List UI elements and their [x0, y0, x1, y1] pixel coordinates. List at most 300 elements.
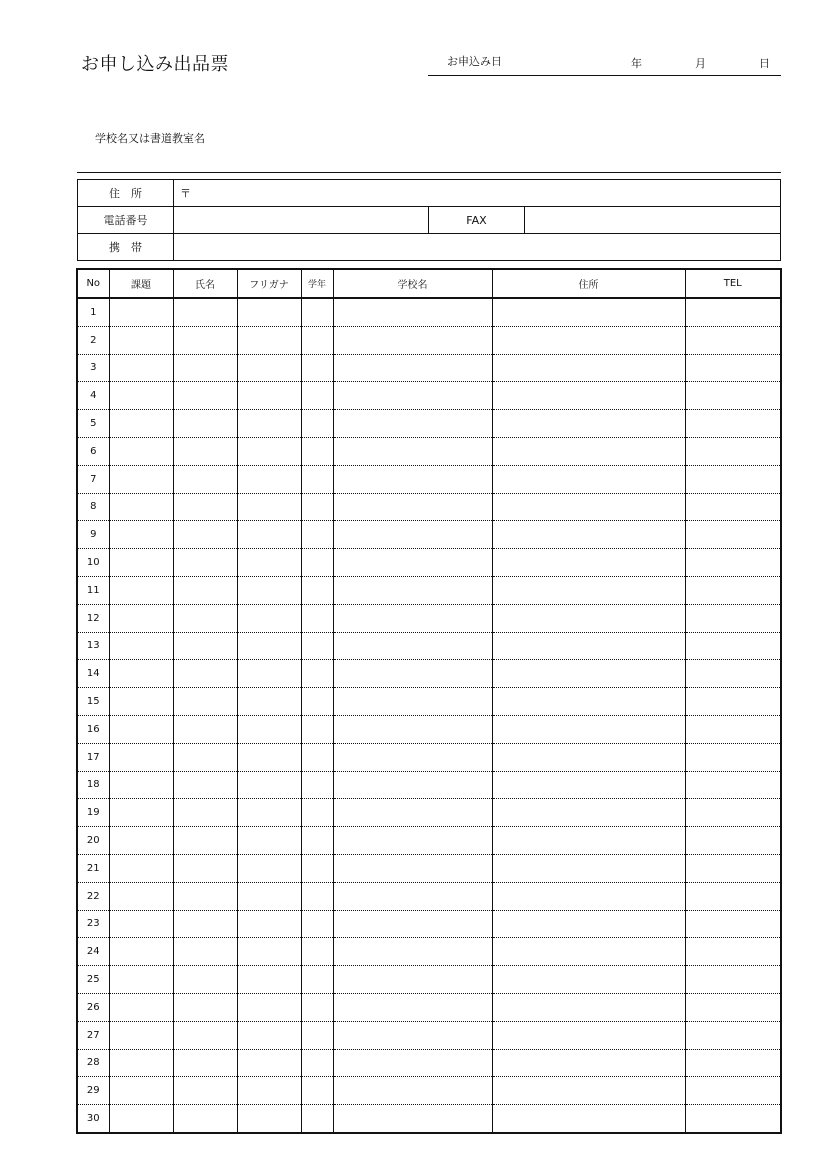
name-cell[interactable] — [173, 549, 237, 577]
tel-cell[interactable] — [685, 771, 781, 799]
name-cell[interactable] — [173, 382, 237, 410]
school-cell[interactable] — [333, 576, 492, 604]
date-underline — [428, 75, 781, 76]
address-cell[interactable] — [492, 298, 685, 326]
school-cell[interactable] — [333, 382, 492, 410]
furigana-cell[interactable] — [237, 493, 301, 521]
name-cell[interactable] — [173, 1105, 237, 1133]
grade-cell[interactable] — [301, 1049, 333, 1077]
name-cell[interactable] — [173, 743, 237, 771]
subject-cell[interactable] — [109, 910, 173, 938]
furigana-cell[interactable] — [237, 966, 301, 994]
address-cell[interactable] — [492, 410, 685, 438]
day-label: 日 — [759, 57, 770, 70]
row-number: 1 — [77, 298, 109, 326]
subject-cell[interactable] — [109, 966, 173, 994]
tel-cell[interactable] — [685, 1049, 781, 1077]
furigana-cell[interactable] — [237, 715, 301, 743]
table-row — [77, 799, 781, 827]
school-cell[interactable] — [333, 354, 492, 382]
address-cell[interactable] — [492, 660, 685, 688]
address-cell[interactable] — [492, 576, 685, 604]
school-cell[interactable] — [333, 1105, 492, 1133]
subject-cell[interactable] — [109, 465, 173, 493]
furigana-cell[interactable] — [237, 743, 301, 771]
tel-cell[interactable] — [685, 938, 781, 966]
row-number: 4 — [77, 382, 109, 410]
grade-cell[interactable] — [301, 1077, 333, 1105]
table-row — [77, 298, 781, 326]
col-header-subject: 課題 — [109, 269, 173, 298]
subject-cell[interactable] — [109, 1021, 173, 1049]
row-number: 22 — [77, 882, 109, 910]
subject-cell[interactable] — [109, 771, 173, 799]
school-cell[interactable] — [333, 882, 492, 910]
name-cell[interactable] — [173, 521, 237, 549]
tel-cell[interactable] — [685, 827, 781, 855]
mobile-field[interactable] — [174, 234, 781, 261]
furigana-cell[interactable] — [237, 604, 301, 632]
address-cell[interactable] — [492, 910, 685, 938]
month-label: 月 — [695, 57, 706, 70]
name-cell[interactable] — [173, 771, 237, 799]
tel-cell[interactable] — [685, 493, 781, 521]
table-row — [77, 771, 781, 799]
table-row — [77, 1105, 781, 1133]
row-number: 16 — [77, 715, 109, 743]
phone-field[interactable] — [174, 207, 429, 234]
row-number: 23 — [77, 910, 109, 938]
row-number: 29 — [77, 1077, 109, 1105]
school-name-field[interactable] — [77, 172, 781, 173]
table-row — [77, 604, 781, 632]
table-row — [77, 1021, 781, 1049]
tel-cell[interactable] — [685, 1021, 781, 1049]
furigana-cell[interactable] — [237, 382, 301, 410]
tel-cell[interactable] — [685, 521, 781, 549]
address-cell[interactable] — [492, 1077, 685, 1105]
school-cell[interactable] — [333, 854, 492, 882]
subject-cell[interactable] — [109, 660, 173, 688]
furigana-cell[interactable] — [237, 632, 301, 660]
subject-cell[interactable] — [109, 715, 173, 743]
furigana-cell[interactable] — [237, 1077, 301, 1105]
tel-cell[interactable] — [685, 326, 781, 354]
name-cell[interactable] — [173, 938, 237, 966]
subject-cell[interactable] — [109, 854, 173, 882]
school-cell[interactable] — [333, 688, 492, 716]
furigana-cell[interactable] — [237, 938, 301, 966]
furigana-cell[interactable] — [237, 326, 301, 354]
row-number: 27 — [77, 1021, 109, 1049]
subject-cell[interactable] — [109, 604, 173, 632]
row-number: 2 — [77, 326, 109, 354]
subject-cell[interactable] — [109, 688, 173, 716]
table-row — [77, 882, 781, 910]
subject-cell[interactable] — [109, 549, 173, 577]
subject-cell[interactable] — [109, 354, 173, 382]
name-cell[interactable] — [173, 632, 237, 660]
school-name-label: 学校名又は書道教室名 — [95, 132, 205, 145]
furigana-cell[interactable] — [237, 660, 301, 688]
furigana-cell[interactable] — [237, 910, 301, 938]
name-cell[interactable] — [173, 410, 237, 438]
grade-cell[interactable] — [301, 1021, 333, 1049]
school-cell[interactable] — [333, 993, 492, 1021]
row-number: 19 — [77, 799, 109, 827]
furigana-cell[interactable] — [237, 576, 301, 604]
subject-cell[interactable] — [109, 632, 173, 660]
furigana-cell[interactable] — [237, 410, 301, 438]
address-cell[interactable] — [492, 1105, 685, 1133]
entry-table-header — [77, 269, 781, 298]
row-number: 3 — [77, 354, 109, 382]
address-cell[interactable] — [492, 799, 685, 827]
year-label: 年 — [631, 57, 642, 70]
grade-cell[interactable] — [301, 743, 333, 771]
subject-cell[interactable] — [109, 743, 173, 771]
grade-cell[interactable] — [301, 688, 333, 716]
school-cell[interactable] — [333, 715, 492, 743]
grade-cell[interactable] — [301, 882, 333, 910]
grade-cell[interactable] — [301, 410, 333, 438]
subject-cell[interactable] — [109, 326, 173, 354]
grade-cell[interactable] — [301, 993, 333, 1021]
table-row — [77, 437, 781, 465]
school-cell[interactable] — [333, 493, 492, 521]
row-number: 20 — [77, 827, 109, 855]
grade-cell[interactable] — [301, 938, 333, 966]
tel-cell[interactable] — [685, 715, 781, 743]
tel-cell[interactable] — [685, 882, 781, 910]
mobile-label: 携 帯 — [78, 234, 174, 261]
table-row — [77, 938, 781, 966]
subject-cell[interactable] — [109, 882, 173, 910]
name-cell[interactable] — [173, 604, 237, 632]
col-header-grade: 学年 — [301, 269, 333, 298]
row-number: 8 — [77, 493, 109, 521]
tel-cell[interactable] — [685, 298, 781, 326]
subject-cell[interactable] — [109, 993, 173, 1021]
school-cell[interactable] — [333, 771, 492, 799]
name-cell[interactable] — [173, 1021, 237, 1049]
table-row — [77, 966, 781, 994]
tel-cell[interactable] — [685, 604, 781, 632]
postal-mark: 〒 — [180, 187, 191, 200]
grade-cell[interactable] — [301, 771, 333, 799]
name-cell[interactable] — [173, 993, 237, 1021]
name-cell[interactable] — [173, 854, 237, 882]
tel-cell[interactable] — [685, 576, 781, 604]
school-cell[interactable] — [333, 910, 492, 938]
table-row — [77, 549, 781, 577]
furigana-cell[interactable] — [237, 827, 301, 855]
subject-cell[interactable] — [109, 493, 173, 521]
col-header-address: 住所 — [492, 269, 685, 298]
phone-label: 電話番号 — [78, 207, 174, 234]
tel-cell[interactable] — [685, 993, 781, 1021]
furigana-cell[interactable] — [237, 1105, 301, 1133]
table-row — [77, 521, 781, 549]
school-cell[interactable] — [333, 966, 492, 994]
furigana-cell[interactable] — [237, 1021, 301, 1049]
row-number: 14 — [77, 660, 109, 688]
tel-cell[interactable] — [685, 688, 781, 716]
furigana-cell[interactable] — [237, 354, 301, 382]
grade-cell[interactable] — [301, 298, 333, 326]
tel-cell[interactable] — [685, 1105, 781, 1133]
name-cell[interactable] — [173, 799, 237, 827]
tel-cell[interactable] — [685, 632, 781, 660]
address-cell[interactable] — [492, 604, 685, 632]
name-cell[interactable] — [173, 1077, 237, 1105]
name-cell[interactable] — [173, 966, 237, 994]
subject-cell[interactable] — [109, 827, 173, 855]
tel-cell[interactable] — [685, 410, 781, 438]
table-row — [77, 576, 781, 604]
name-cell[interactable] — [173, 715, 237, 743]
tel-cell[interactable] — [685, 660, 781, 688]
furigana-cell[interactable] — [237, 1049, 301, 1077]
address-cell[interactable] — [492, 1049, 685, 1077]
table-row — [77, 326, 781, 354]
furigana-cell[interactable] — [237, 437, 301, 465]
grade-cell[interactable] — [301, 632, 333, 660]
subject-cell[interactable] — [109, 437, 173, 465]
fax-label: FAX — [429, 207, 525, 234]
row-number: 24 — [77, 938, 109, 966]
name-cell[interactable] — [173, 298, 237, 326]
name-cell[interactable] — [173, 437, 237, 465]
tel-cell[interactable] — [685, 437, 781, 465]
tel-cell[interactable] — [685, 966, 781, 994]
page-title: お申し込み出品票 — [81, 54, 229, 75]
address-cell[interactable] — [492, 354, 685, 382]
address-row — [78, 180, 781, 207]
address-cell[interactable] — [492, 966, 685, 994]
row-number: 30 — [77, 1105, 109, 1133]
name-cell[interactable] — [173, 465, 237, 493]
row-number: 7 — [77, 465, 109, 493]
furigana-cell[interactable] — [237, 298, 301, 326]
furigana-cell[interactable] — [237, 688, 301, 716]
subject-cell[interactable] — [109, 410, 173, 438]
school-cell[interactable] — [333, 437, 492, 465]
grade-cell[interactable] — [301, 854, 333, 882]
address-cell[interactable] — [492, 743, 685, 771]
grade-cell[interactable] — [301, 437, 333, 465]
address-field[interactable] — [174, 180, 781, 207]
grade-cell[interactable] — [301, 799, 333, 827]
table-row — [77, 465, 781, 493]
school-cell[interactable] — [333, 521, 492, 549]
row-number: 5 — [77, 410, 109, 438]
row-number: 21 — [77, 854, 109, 882]
name-cell[interactable] — [173, 354, 237, 382]
tel-cell[interactable] — [685, 799, 781, 827]
col-header-tel: TEL — [685, 269, 781, 298]
name-cell[interactable] — [173, 882, 237, 910]
address-cell[interactable] — [492, 493, 685, 521]
table-row — [77, 715, 781, 743]
tel-cell[interactable] — [685, 910, 781, 938]
address-cell[interactable] — [492, 882, 685, 910]
tel-cell[interactable] — [685, 1077, 781, 1105]
grade-cell[interactable] — [301, 715, 333, 743]
school-cell[interactable] — [333, 743, 492, 771]
table-row — [77, 854, 781, 882]
contact-info-table — [77, 179, 781, 261]
subject-cell[interactable] — [109, 1105, 173, 1133]
row-number: 6 — [77, 437, 109, 465]
table-row — [77, 910, 781, 938]
subject-cell[interactable] — [109, 799, 173, 827]
grade-cell[interactable] — [301, 576, 333, 604]
row-number: 28 — [77, 1049, 109, 1077]
tel-cell[interactable] — [685, 854, 781, 882]
school-cell[interactable] — [333, 660, 492, 688]
school-cell[interactable] — [333, 938, 492, 966]
address-cell[interactable] — [492, 938, 685, 966]
name-cell[interactable] — [173, 827, 237, 855]
address-cell[interactable] — [492, 993, 685, 1021]
address-cell[interactable] — [492, 688, 685, 716]
school-cell[interactable] — [333, 465, 492, 493]
name-cell[interactable] — [173, 910, 237, 938]
address-cell[interactable] — [492, 382, 685, 410]
address-cell[interactable] — [492, 326, 685, 354]
col-header-name: 氏名 — [173, 269, 237, 298]
grade-cell[interactable] — [301, 549, 333, 577]
school-cell[interactable] — [333, 298, 492, 326]
school-cell[interactable] — [333, 632, 492, 660]
address-cell[interactable] — [492, 827, 685, 855]
address-cell[interactable] — [492, 437, 685, 465]
grade-cell[interactable] — [301, 465, 333, 493]
school-cell[interactable] — [333, 1077, 492, 1105]
subject-cell[interactable] — [109, 1049, 173, 1077]
furigana-cell[interactable] — [237, 799, 301, 827]
row-number: 25 — [77, 966, 109, 994]
address-cell[interactable] — [492, 715, 685, 743]
school-cell[interactable] — [333, 1021, 492, 1049]
name-cell[interactable] — [173, 493, 237, 521]
address-cell[interactable] — [492, 549, 685, 577]
grade-cell[interactable] — [301, 1105, 333, 1133]
subject-cell[interactable] — [109, 521, 173, 549]
table-row — [77, 993, 781, 1021]
row-number: 17 — [77, 743, 109, 771]
school-cell[interactable] — [333, 827, 492, 855]
col-header-school: 学校名 — [333, 269, 492, 298]
grade-cell[interactable] — [301, 827, 333, 855]
grade-cell[interactable] — [301, 966, 333, 994]
name-cell[interactable] — [173, 576, 237, 604]
name-cell[interactable] — [173, 326, 237, 354]
name-cell[interactable] — [173, 660, 237, 688]
subject-cell[interactable] — [109, 1077, 173, 1105]
grade-cell[interactable] — [301, 493, 333, 521]
table-row — [77, 410, 781, 438]
furigana-cell[interactable] — [237, 521, 301, 549]
school-cell[interactable] — [333, 410, 492, 438]
table-row — [77, 688, 781, 716]
col-header-no: No — [77, 269, 109, 298]
address-cell[interactable] — [492, 854, 685, 882]
mobile-row — [78, 234, 781, 261]
application-date-label: お申込み日 — [447, 55, 502, 68]
phone-row — [78, 207, 781, 234]
subject-cell[interactable] — [109, 938, 173, 966]
school-cell[interactable] — [333, 604, 492, 632]
furigana-cell[interactable] — [237, 549, 301, 577]
grade-cell[interactable] — [301, 604, 333, 632]
furigana-cell[interactable] — [237, 882, 301, 910]
furigana-cell[interactable] — [237, 465, 301, 493]
subject-cell[interactable] — [109, 576, 173, 604]
address-cell[interactable] — [492, 465, 685, 493]
name-cell[interactable] — [173, 1049, 237, 1077]
row-number: 10 — [77, 549, 109, 577]
table-row — [77, 660, 781, 688]
furigana-cell[interactable] — [237, 993, 301, 1021]
tel-cell[interactable] — [685, 465, 781, 493]
table-row — [77, 827, 781, 855]
address-label: 住 所 — [78, 180, 174, 207]
row-number: 18 — [77, 771, 109, 799]
grade-cell[interactable] — [301, 326, 333, 354]
entry-table — [76, 268, 782, 1134]
address-cell[interactable] — [492, 1021, 685, 1049]
table-row — [77, 1077, 781, 1105]
row-number: 11 — [77, 576, 109, 604]
row-number: 13 — [77, 632, 109, 660]
table-row — [77, 632, 781, 660]
address-cell[interactable] — [492, 771, 685, 799]
tel-cell[interactable] — [685, 382, 781, 410]
grade-cell[interactable] — [301, 660, 333, 688]
table-row — [77, 382, 781, 410]
grade-cell[interactable] — [301, 521, 333, 549]
subject-cell[interactable] — [109, 382, 173, 410]
row-number: 9 — [77, 521, 109, 549]
grade-cell[interactable] — [301, 910, 333, 938]
school-cell[interactable] — [333, 799, 492, 827]
address-cell[interactable] — [492, 521, 685, 549]
school-cell[interactable] — [333, 1049, 492, 1077]
address-cell[interactable] — [492, 632, 685, 660]
table-row — [77, 493, 781, 521]
school-cell[interactable] — [333, 549, 492, 577]
furigana-cell[interactable] — [237, 771, 301, 799]
tel-cell[interactable] — [685, 743, 781, 771]
table-row — [77, 743, 781, 771]
school-cell[interactable] — [333, 326, 492, 354]
name-cell[interactable] — [173, 688, 237, 716]
row-number: 15 — [77, 688, 109, 716]
row-number: 26 — [77, 993, 109, 1021]
col-header-furigana: フリガナ — [237, 269, 301, 298]
grade-cell[interactable] — [301, 382, 333, 410]
tel-cell[interactable] — [685, 549, 781, 577]
subject-cell[interactable] — [109, 298, 173, 326]
table-row — [77, 1049, 781, 1077]
tel-cell[interactable] — [685, 354, 781, 382]
table-row — [77, 354, 781, 382]
furigana-cell[interactable] — [237, 854, 301, 882]
grade-cell[interactable] — [301, 354, 333, 382]
fax-field[interactable] — [525, 207, 781, 234]
